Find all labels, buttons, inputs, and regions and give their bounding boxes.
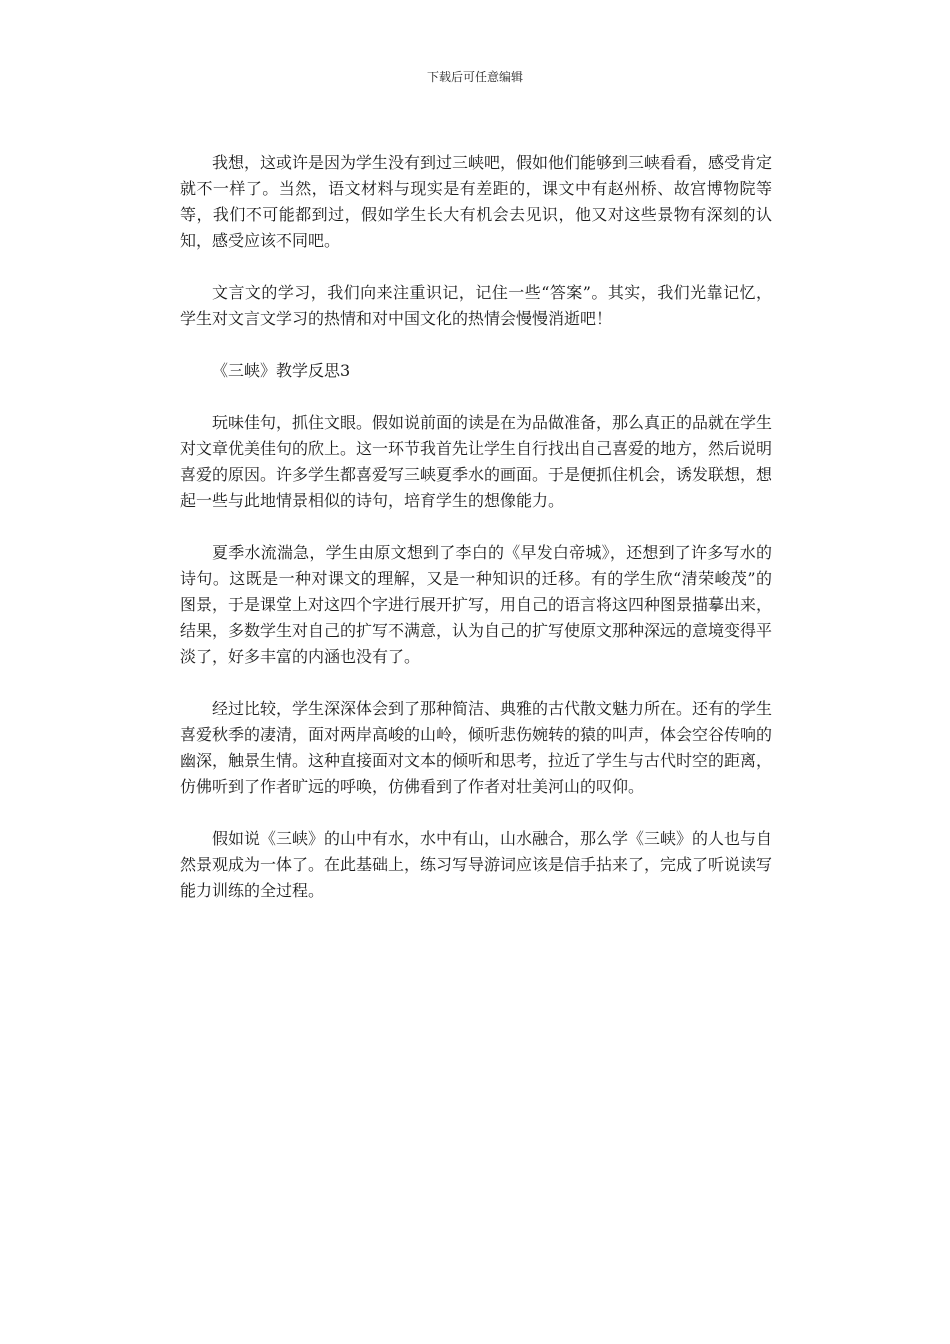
page-header: 下载后可任意编辑: [426, 70, 523, 84]
document-body: [180, 150, 772, 930]
paragraph-reflection-visit: 我想，这或许是因为学生没有到过三峡吧，假如他们能够到三峡看看，感受肯定就不一样了。当然，语文材料与现实是有差距的，课文中有赵州桥、故宫博物院等等，我们不可能都到过，假如学生长大有机会去见识，他又对这些景物有深刻的认知，感受应该不同吧。: [180, 153, 773, 250]
paragraph-summer-water: 夏季水流湍急，学生由原文想到了李白的《早发白帝城》，还想到了许多写水的诗句。这既是一种对课文的理解，又是一种知识的迁移。有的学生欣“清荣峻茂”的图景，于是课堂上对这四个字进行展开扩写，用自己的语言将这四种图景描摹出来，结果，多数学生对自己的扩写不满意，认为自己的扩写使原文那种深远的意境变得平淡了，好多丰富的内涵也没有了。: [180, 543, 773, 666]
paragraph-classical-chinese: 文言文的学习，我们向来注重识记，记住一些“答案”。其实，我们光靠记忆，学生对文言文学习的热情和对中国文化的热情会慢慢消逝吧！: [180, 283, 772, 328]
paragraph-appreciate-sentences: 玩味佳句，抓住文眼。假如说前面的读是在为品做准备，那么真正的品就在学生对文章优美佳句的欣上。这一环节我首先让学生自行找出自己喜爱的地方，然后说明喜爱的原因。许多学生都喜爱写三峡夏季水的画面。于是便抓住机会，诱发联想，想起一些与此地情景相似的诗句，培育学生的想像能力。: [180, 413, 773, 510]
paragraph-conclusion: 假如说《三峡》的山中有水，水中有山，山水融合，那么学《三峡》的人也与自然景观成为一体了。在此基础上，练习写导游词应该是信手拈来了，完成了听说读写能力训练的全过程。: [180, 829, 773, 900]
paragraph-comparison: 经过比较，学生深深体会到了那种简洁、典雅的古代散文魅力所在。还有的学生喜爱秋季的凄清，面对两岸高峻的山岭，倾听悲伤婉转的猿的叫声，体会空谷传响的幽深，触景生情。这种直接面对文本的倾听和思考，拉近了学生与古代时空的距离，仿佛听到了作者旷远的呼唤，仿佛看到了作者对壮美河山的叹仰。: [180, 699, 773, 796]
section-title: 《三峡》教学反思3: [212, 361, 351, 380]
